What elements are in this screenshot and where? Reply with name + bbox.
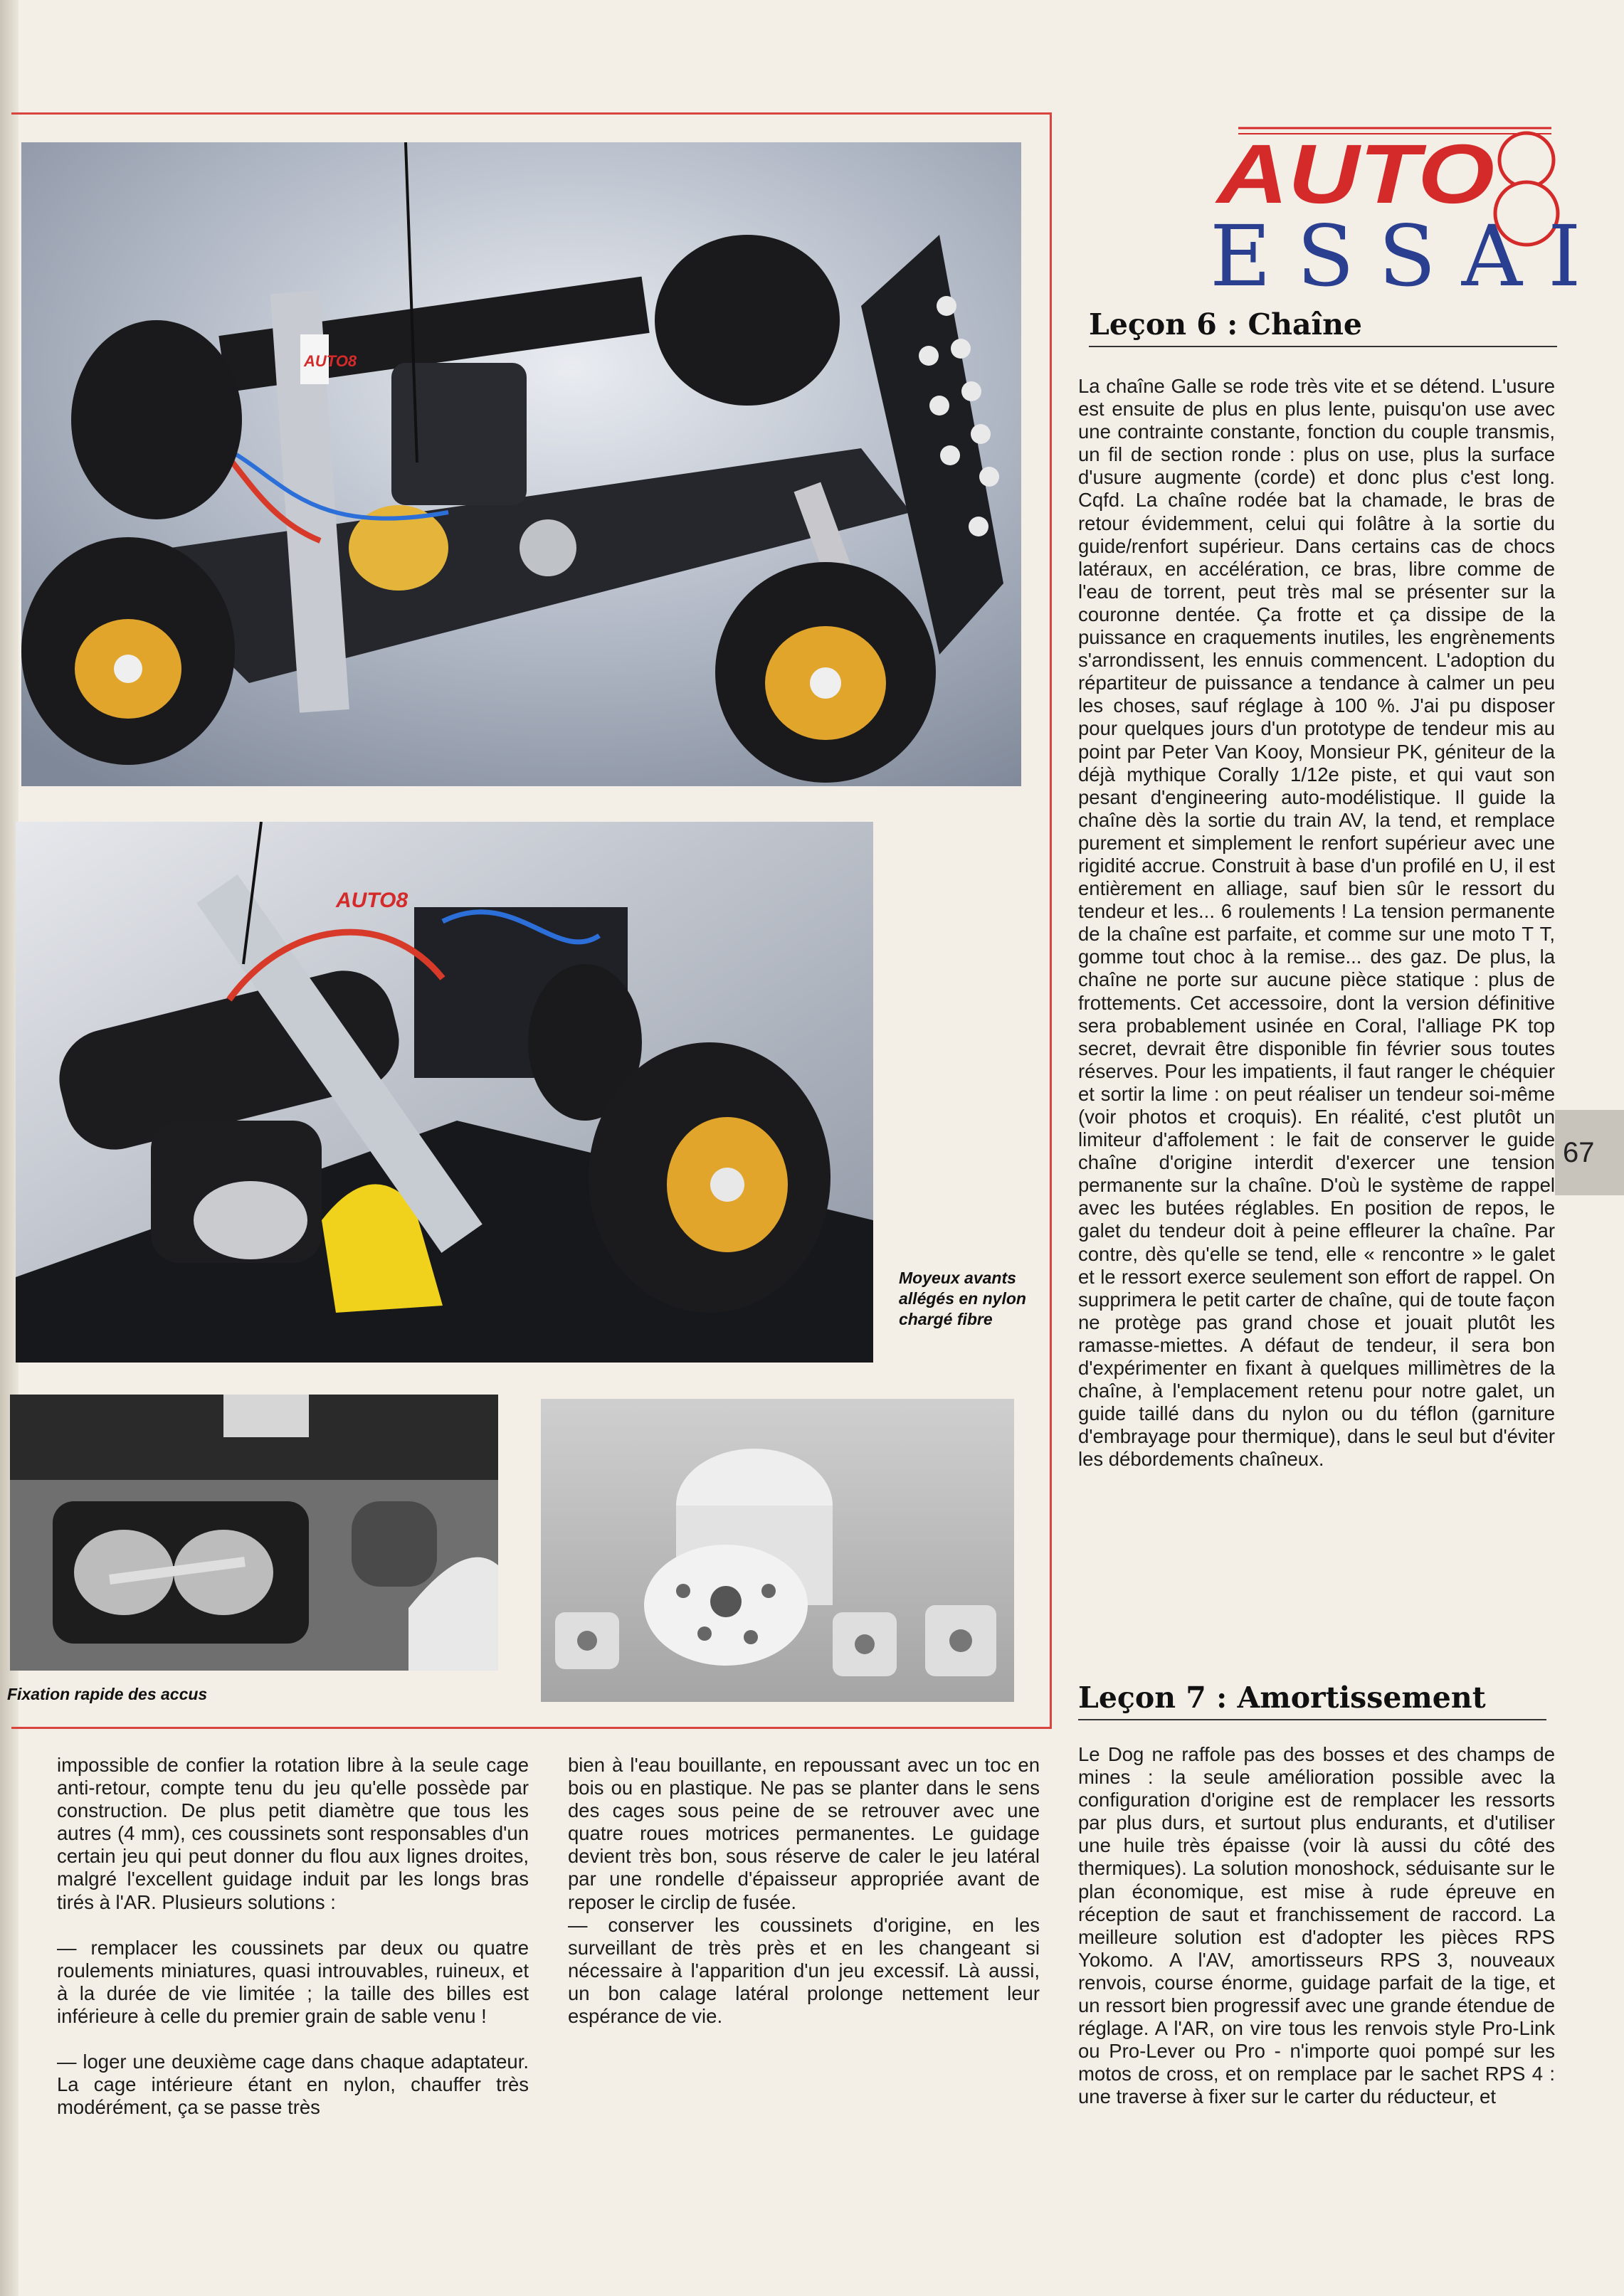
- accus-caption: Fixation rapide des accus: [7, 1685, 208, 1703]
- bottom-middle-column: [568, 1754, 1040, 2051]
- section-label: ESSAI: [1210, 207, 1607, 305]
- hubs-caption: Moyeux avants allégés en nylon chargé fibre: [899, 1269, 1026, 1328]
- svg-text:AUTO: AUTO: [1214, 127, 1494, 221]
- photo1-sticker: AUTO8: [304, 352, 357, 370]
- buggy-side-photo: [16, 822, 873, 1363]
- lesson7-body: Le Dog ne raffole pas des bosses et des champs de mines : la seule amélioration possible avec la configuration d'origine est de remplacer les ressorts par plus durs, et surtout plus endurants, et d'utiliser une huile très épaisse (voir là aussi du côté des thermiques). La solution monoshock, séduisante sur le plan économique, est mise à rude épreuve en réception de saut et franchissement de raccord. La meilleure solution est d'adopter les pièces RPS Yokomo. A l'AV, amortisseurs RPS 3, nouveaux renvois, course énorme, guidage parfait de la tige, et un ressort bien progressif avec une grande étendue de réglage. A l'AR, on vire tous les renvois style Pro-Link ou Pro-Lever ou Pro - n'importe quoi pompé sur les motos de cross, et on remplace par le sachet RPS 4 : une traverse à fixer sur le carter du réducteur, et: [1078, 1743, 1555, 2108]
- bottom-middle-paragraph-2: — conserver les coussinets d'origine, en les surveillant de très près et en les changeant si nécessaire à l'apparition d'un jeu excessif. Là aussi, un bon calage latéral prolonge nettement leur espérance de vie.: [568, 1913, 1040, 2028]
- lesson7-heading: Leçon 7 : Amortissement: [1078, 1681, 1546, 1720]
- photo2-sticker: AUTO8: [336, 889, 408, 912]
- lesson6-body: La chaîne Galle se rode très vite et se détend. L'usure est ensuite de plus en plus lente, puisqu'on use avec une contrainte constante, fonction du couple transmis, un fil de section ronde : plus on use, plus la surface d'usure augmente (corde) et donc plus c'est long. Cqfd. La chaîne rodée bat la chamade, le bras de retour évidemment, celui qui folâtre à la sortie du guide/renfort supérieur. Dans certains cas de chocs latéraux, en accélération, ce bras, libre comme de l'eau de torrent, peut très mal se présenter sur la couronne dentée. Ça frotte et ça dissipe de la puissance en craquements inutiles, les engrènements s'arrondissent, les ennuis commencent. L'adoption du répartiteur de puissance a tendance à calmer un peu les choses, sauf réglage à 100 %. J'ai pu disposer pour quelques jours d'un prototype de tendeur mis au point par Peter Van Kooy, Monsieur PK, géniteur de la déjà mythique Corally 1/12e piste, et qui vaut son pesant d'engineering auto-modélistique. Il guide la chaîne dès la sortie du train AV, la tend, et remplace purement et simplement le renfort supérieur avec une rigidité accrue. Construit à base d'un profilé en U, il est entièrement en alliage, sauf bien sûr le ressort du tendeur et les... 6 roulements ! La tension permanente de la chaîne est parfaite, et comme sur une moto T T, gomme tout choc à la remise... des gaz. De plus, la chaîne ne porte sur aucune pièce statique : plus de frottements. Cet accessoire, dont la version définitive sera probablement usinée en Coral, l'alliage PK top secret, devrait être disponible fin février sous toutes réserves. Pour les impatients, il faut ranger le chéquier et sortir la lime : on peut réaliser un tendeur soi-même (voir photos et croquis). En réalité, c'est plutôt un limiteur d'affolement : le fait de conserver le guide chaîne d'origine interdit d'exercer une tension permanente sur la chaîne. D'où le système de rappel avec les butées réglables. En position de repos, le galet du tendeur doit à peine effleurer la chaîne. Par contre, dès qu'elle se tend, elle « rencontre » le galet et le ressort exerce seulement son effort de rappel. On supprimera le petit carter de chaîne, qui de toute façon ne protège pas grand chose et jouait plutôt les ramasse-miettes. A défaut de tendeur, il sera bon d'expérimenter en fixant à quelques millimètres de la chaîne, à l'emplacement retenu pour notre galet, un guide taillé dans du nylon ou du téflon (garniture d'embrayage pour thermique), dans le seul but d'éviter les débordements chaîneux.: [1078, 375, 1555, 1471]
- buggy-top-photo: [21, 142, 1021, 786]
- bottom-left-column: [57, 1754, 529, 2142]
- lesson6-heading: Leçon 6 : Chaîne: [1089, 307, 1557, 347]
- battery-fixing-photo: [10, 1395, 498, 1671]
- bottom-left-paragraph-1: impossible de confier la rotation libre à la seule cage anti-retour, compte tenu du jeu qu'elle possède par construction. De plus petit diamètre que tous les autres (4 mm), ces coussinets sont responsables d'un certain jeu qui peut donner du flou aux lignes droites, malgré l'excellent guidage induit par les longs bras tirés à l'AR. Plusieurs solutions :: [57, 1754, 529, 1913]
- bottom-middle-paragraph-1: bien à l'eau bouillante, en repoussant avec un toc en bois ou en plastique. Ne pas se planter dans le sens des cages sous peine de se retrouver avec une quatre roues motrices permanentes. Le guidage devient très bon, sous réserve de caler le jeu latéral par une rondelle d'épaisseur appropriée avant de reposer le circlip de fusée.: [568, 1754, 1040, 1913]
- bottom-left-paragraph-3: — loger une deuxième cage dans chaque adaptateur. La cage intérieure étant en nylon, chauffer très modérément, ça se passe très: [57, 2051, 529, 2119]
- bottom-left-paragraph-2: — remplacer les coussinets par deux ou quatre roulements miniatures, quasi introuvables, ruineux, et à la durée de vie limitée ; la taille des billes est inférieure à celle du premier grain de sable venu !: [57, 1936, 529, 2027]
- page-number: 67: [1563, 1137, 1595, 1168]
- nylon-hubs-photo: [541, 1399, 1014, 1702]
